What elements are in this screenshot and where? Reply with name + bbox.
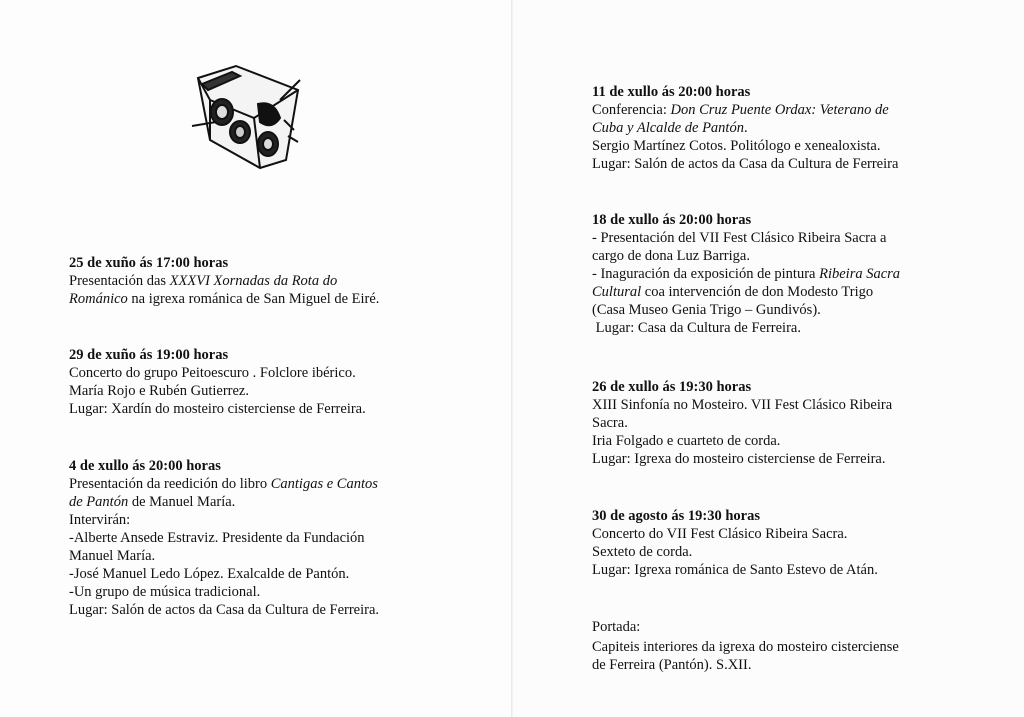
event-30-august [592,507,878,579]
event-line: (Casa Museo Genia Trigo – Gundivós). [592,302,821,318]
event-line: María Rojo e Rubén Gutierrez. [69,383,249,399]
event-4-july [69,457,379,619]
cover-note-line: de Ferreira (Pantón). S.XII. [592,657,752,673]
event-line: Cultural coa intervención de don Modesto Trigo [592,284,874,300]
event-heading: 4 de xullo ás 20:00 horas [69,458,221,474]
event-line: Lugar: Salón de actos da Casa da Cultura de Ferreira. [69,602,380,618]
event-heading: 29 de xuño ás 19:00 horas [69,347,229,363]
event-heading: 25 de xuño ás 17:00 horas [69,255,229,271]
event-heading: 26 de xullo ás 19:30 horas [592,379,752,395]
event-line: Concerto do VII Fest Clásico Ribeira Sacra. [592,526,848,542]
event-line: XIII Sinfonía no Mosteiro. VII Fest Clásico Ribeira [592,397,893,413]
event-line: Intervirán: [69,512,131,528]
event-line: Manuel María. [69,548,156,564]
page-fold [511,0,513,717]
event-line: Cuba y Alcalde de Pantón. [592,120,748,136]
event-line: cargo de dona Luz Barriga. [592,248,750,264]
event-line: Lugar: Casa da Cultura de Ferreira. [592,320,801,336]
event-line: Lugar: Igrexa do mosteiro cisterciense de Ferreira. [592,451,886,467]
event-line: Lugar: Salón de actos da Casa da Cultura de Ferreira [592,156,899,172]
event-26-july [592,378,892,468]
event-line: - Presentación del VII Fest Clásico Ribeira Sacra a [592,230,887,246]
event-line: Iria Folgado e cuarteto de corda. [592,433,781,449]
cover-note-line: Capiteis interiores da igrexa do mosteiro cisterciense [592,639,899,655]
event-line: Presentación das XXXVI Xornadas da Rota do [69,273,338,289]
event-line: Sacra. [592,415,628,431]
event-line: de Pantón de Manuel María. [69,494,236,510]
event-line: Románico na igrexa románica de San Miguel de Eiré. [69,291,380,307]
event-11-july [592,83,898,173]
event-18-july [592,211,900,337]
event-25-june [69,254,379,308]
event-line: - Inaguración da exposición de pintura Ribeira Sacra [592,266,901,282]
event-line: Sergio Martínez Cotos. Politólogo e xenealoxista. [592,138,881,154]
event-line: Sexteto de corda. [592,544,693,560]
event-line: Lugar: Igrexa románica de Santo Estevo de Atán. [592,562,878,578]
cover-note-line: Portada: [592,619,641,635]
event-line: -Alberte Ansede Estraviz. Presidente da Fundación [69,530,365,546]
event-line: -Un grupo de música tradicional. [69,584,261,600]
event-heading: 18 de xullo ás 20:00 horas [592,212,752,228]
cover-note [592,618,899,674]
event-heading: 30 de agosto ás 19:30 horas [592,508,760,524]
event-heading: 11 de xullo ás 20:00 horas [592,84,751,100]
event-line: Lugar: Xardín do mosteiro cisterciense de Ferreira. [69,401,366,417]
event-29-june [69,346,366,418]
event-line: Concerto do grupo Peitoescuro . Folclore ibérico. [69,365,356,381]
capital-illustration [188,60,308,175]
event-line: Conferencia: Don Cruz Puente Ordax: Veterano de [592,102,889,118]
event-line: -José Manuel Ledo López. Exalcalde de Pantón. [69,566,350,582]
event-line: Presentación da reedición do libro Cantigas e Cantos [69,476,378,492]
